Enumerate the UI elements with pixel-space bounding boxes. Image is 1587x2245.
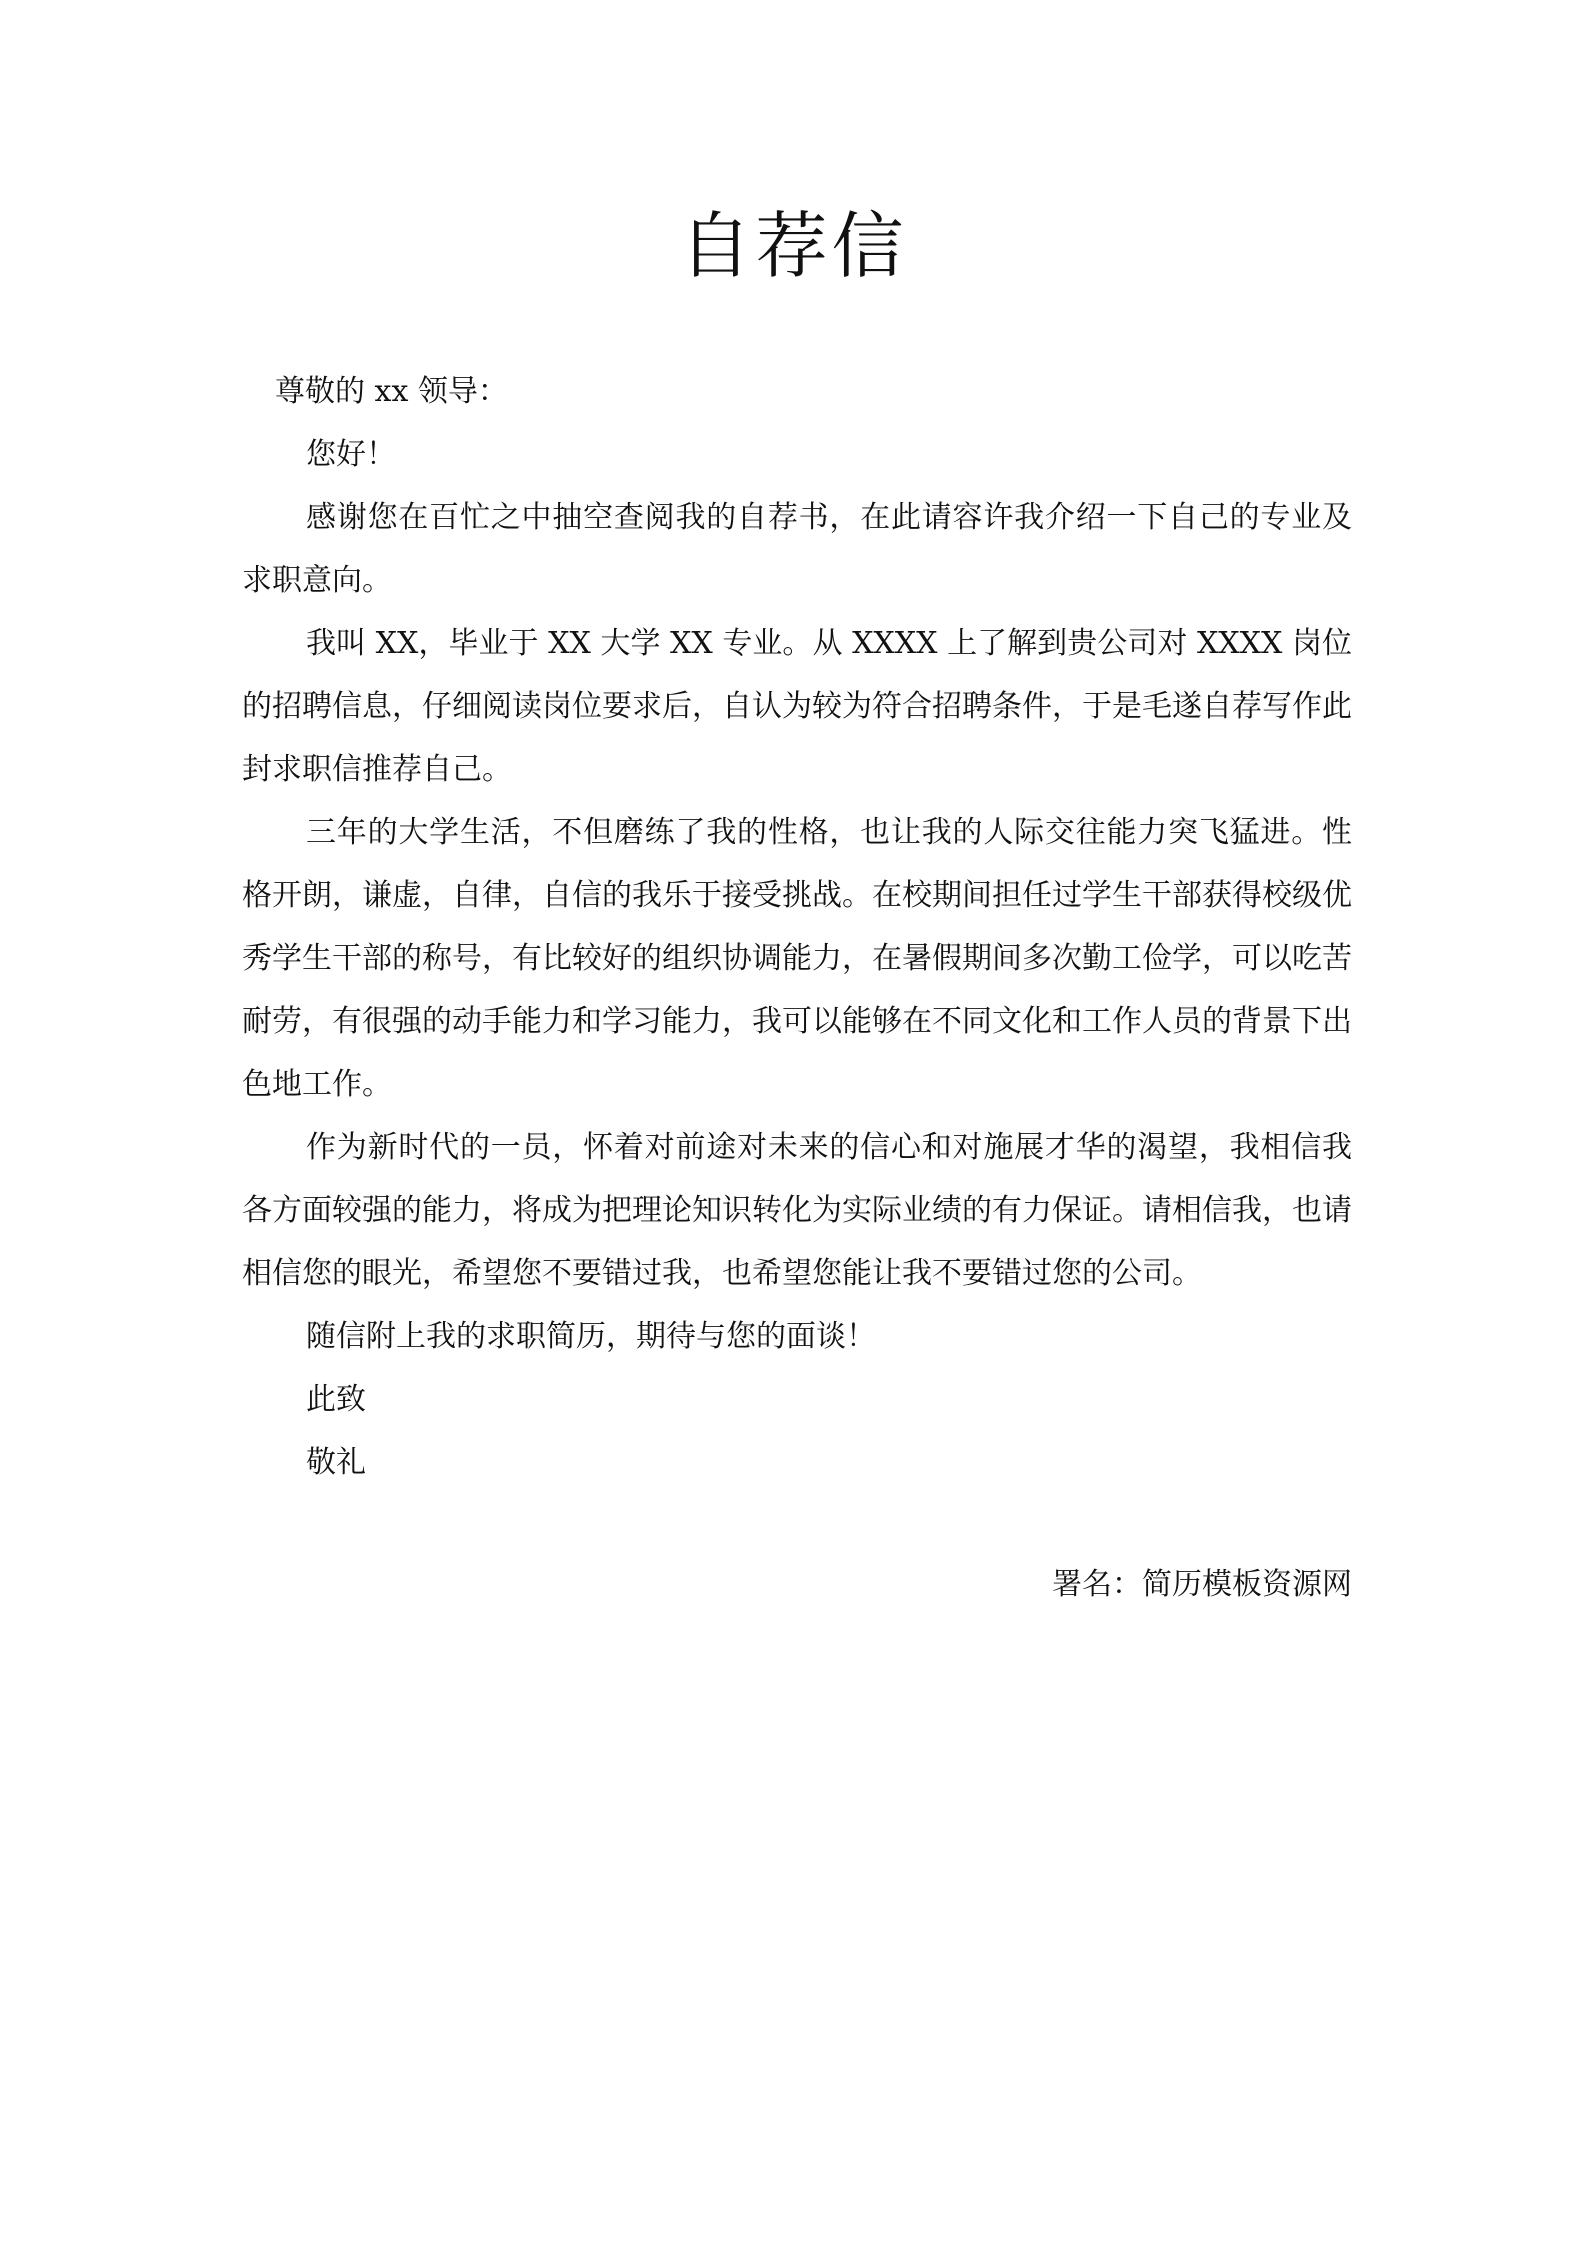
document-title: 自荐信	[679, 204, 908, 288]
paragraph-experience: 三年的大学生活，不但磨练了我的性格，也让我的人际交往能力突飞猛进。性格开朗，谦虚，自律，自信的我乐于接受挑战。在校期间担任过学生干部获得校级优秀学生干部的称号，有比较好的组织协调能力，在暑假期间多次勤工俭学，可以吃苦耐劳，有很强的动手能力和学习能力，我可以能够在不同文化和工作人员的背景下出色地工作。	[242, 815, 1352, 1102]
signature: 署名：简历模板资源网	[1052, 1567, 1352, 1602]
letter-body	[242, 360, 1352, 1494]
salutation: 尊敬的 xx 领导：	[275, 374, 508, 409]
greeting: 您好！	[306, 437, 396, 472]
paragraph-background: 我叫 XX，毕业于 XX 大学 XX 专业。从 XXXX 上了解到贵公司对 XXXX 岗位的招聘信息，仔细阅读岗位要求后，自认为较为符合招聘条件，于是毛遂自荐写作此封求职信推荐自己。	[242, 626, 1352, 787]
paragraph-intro: 感谢您在百忙之中抽空查阅我的自荐书，在此请容许我介绍一下自己的专业及求职意向。	[242, 500, 1352, 598]
paragraph-attachment: 随信附上我的求职简历，期待与您的面谈！	[306, 1319, 876, 1354]
closing-line-1: 此致	[306, 1382, 366, 1417]
closing-line-2: 敬礼	[306, 1445, 366, 1480]
paragraph-confidence: 作为新时代的一员，怀着对前途对未来的信心和对施展才华的渴望，我相信我各方面较强的能力，将成为把理论知识转化为实际业绩的有力保证。请相信我，也请相信您的眼光，希望您不要错过我，也希望您能让我不要错过您的公司。	[242, 1130, 1352, 1291]
